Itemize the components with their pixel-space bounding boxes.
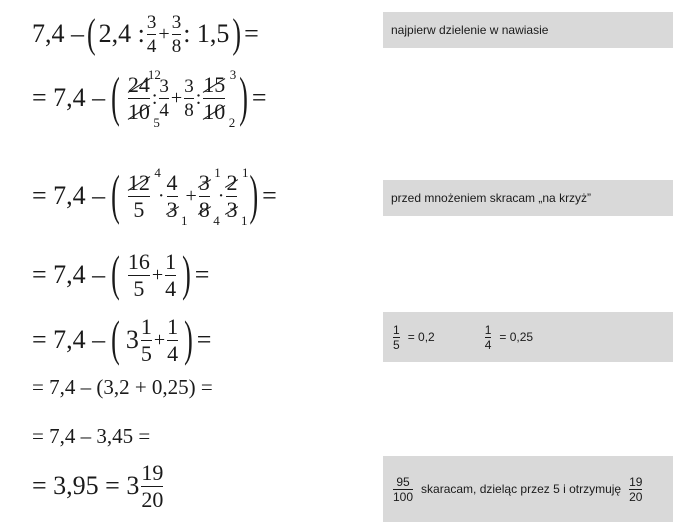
equation-line-6 xyxy=(32,372,213,402)
line2-lead: = 7,4 – xyxy=(32,83,106,112)
fraction: $\frac{1}{4}$ xyxy=(167,313,179,366)
fraction-cancelled: 2 3 1 1 xyxy=(226,164,249,228)
equation-line-3 xyxy=(32,163,277,229)
fraction: $\frac{16}{5}$ xyxy=(127,248,150,301)
plus-sign: + xyxy=(153,328,166,351)
fraction-cancelled: 24 10 12 5 xyxy=(127,66,161,130)
close-paren: ) xyxy=(184,311,193,367)
note-box-2 xyxy=(383,180,673,216)
open-paren: ( xyxy=(111,164,120,226)
equation-line-8 xyxy=(32,458,165,514)
colon: : xyxy=(151,86,158,109)
fraction-cancelled: 15 10 3 2 xyxy=(203,66,237,130)
line1-a: 2,4 : xyxy=(98,19,145,48)
note-box-1 xyxy=(383,12,673,48)
note-value: = 0,25 xyxy=(499,330,534,344)
fraction: $\frac{3}{4}$ xyxy=(146,11,157,57)
note-box-4 xyxy=(383,456,673,522)
line8-lead: = 3,95 = 3 xyxy=(32,471,140,500)
equals-sign: = xyxy=(251,83,267,112)
fraction: $\frac{19}{20}$ xyxy=(141,459,164,512)
equals-sign: = xyxy=(262,181,277,210)
note-box-3 xyxy=(383,312,673,362)
line4-lead: = 7,4 – xyxy=(32,260,106,289)
open-paren: ( xyxy=(111,246,120,302)
fraction: $\frac{95}{100}$ xyxy=(393,474,414,504)
mixed-whole: 3 xyxy=(125,325,139,354)
note-text: przed mnożeniem skracam „na krzyż” xyxy=(391,191,592,205)
open-paren: ( xyxy=(87,9,96,57)
fraction-cancelled: 12 5 4 xyxy=(127,164,161,222)
fraction: $\frac{3}{8}$ xyxy=(171,11,182,57)
fraction-cancelled: 4 3 1 xyxy=(166,169,188,228)
equation-line-4 xyxy=(32,247,209,303)
open-paren: ( xyxy=(111,311,120,367)
line1-lead: 7,4 – xyxy=(32,19,84,48)
close-paren: ) xyxy=(182,246,191,302)
open-paren: ( xyxy=(111,66,120,128)
equation-line-2 xyxy=(32,66,267,130)
line6-text: = 7,4 – (3,2 + 0,25) = xyxy=(32,374,213,399)
close-paren: ) xyxy=(232,9,242,57)
equals-sign: = xyxy=(244,19,259,48)
close-paren: ) xyxy=(239,66,248,128)
note-value: = 0,2 xyxy=(407,330,435,344)
plus-sign: + xyxy=(158,22,170,45)
fraction: $\frac{1}{4}$ xyxy=(165,248,177,301)
fraction: $\frac{19}{20}$ xyxy=(629,474,643,504)
plus-sign: + xyxy=(170,86,183,109)
fraction: $\frac{1}{5}$ xyxy=(140,313,152,366)
dot-operator: · xyxy=(217,184,225,207)
equals-sign: = xyxy=(194,260,210,289)
fraction: $\frac{3}{4}$ xyxy=(159,75,169,121)
close-paren: ) xyxy=(249,164,259,226)
line7-text: = 7,4 – 3,45 = xyxy=(32,423,151,448)
equals-sign: = xyxy=(196,325,212,354)
equation-line-7 xyxy=(32,421,150,451)
equation-line-5 xyxy=(32,312,211,368)
plus-sign: + xyxy=(151,263,164,286)
line1-tail: : 1,5 xyxy=(183,19,230,48)
line3-lead: = 7,4 – xyxy=(32,181,106,210)
equation-line-1 xyxy=(32,8,259,60)
note-text: najpierw dzielenie w nawiasie xyxy=(391,23,549,37)
note-text: skaracam, dzieląc przez 5 i otrzymuję xyxy=(421,482,622,496)
fraction: $\frac{1}{4}$ xyxy=(484,322,492,352)
colon: : xyxy=(195,86,202,109)
line5-lead: = 7,4 – xyxy=(32,325,106,354)
fraction: $\frac{3}{8}$ xyxy=(184,75,194,121)
plus-sign: + xyxy=(185,184,197,207)
dot-operator: · xyxy=(157,184,165,207)
fraction-cancelled: 3 8 1 4 xyxy=(198,164,221,228)
fraction: $\frac{1}{5}$ xyxy=(393,322,400,352)
